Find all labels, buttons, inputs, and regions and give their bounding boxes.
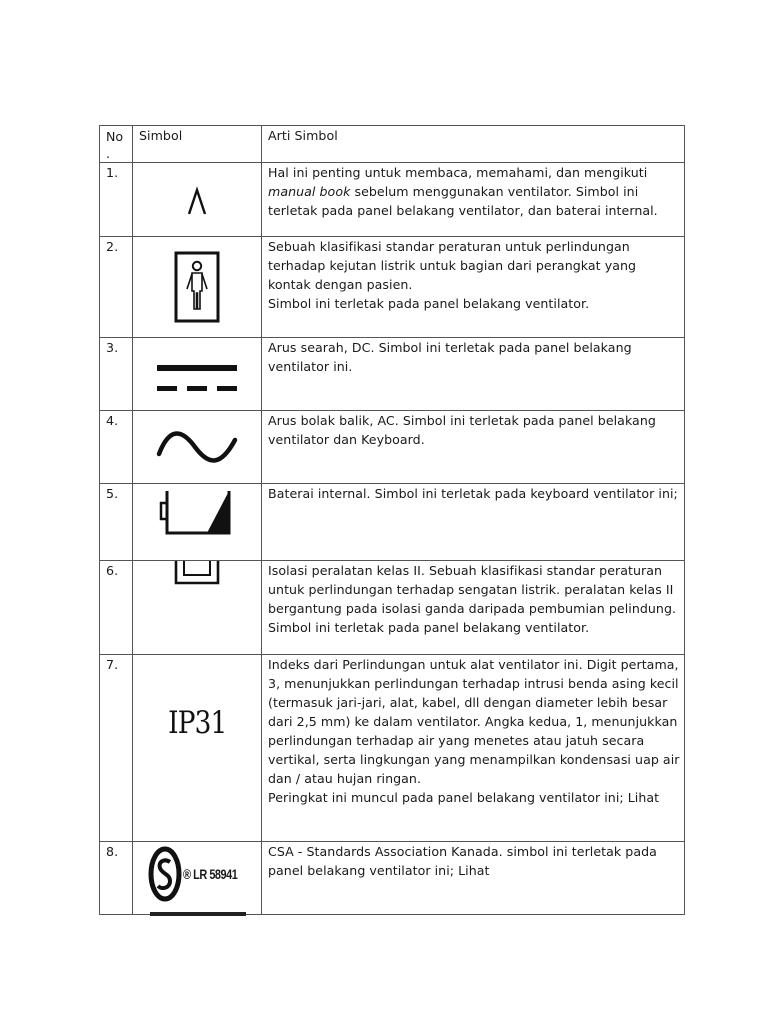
row-number: 5. xyxy=(106,486,119,501)
header-meaning: Arti Simbol xyxy=(268,128,338,143)
attention-caret-icon xyxy=(134,163,260,236)
row-number: 8. xyxy=(106,844,119,859)
row-number: 3. xyxy=(106,340,119,355)
ip31-label: IP31 xyxy=(167,705,227,741)
alternating-current-icon xyxy=(134,411,260,483)
row-meaning: Arus bolak balik, AC. Simbol ini terletak pada panel belakang ventilator dan Keyboard. xyxy=(268,413,656,447)
internal-battery-icon xyxy=(134,484,260,544)
row-meaning: Isolasi peralatan kelas II. Sebuah klasifikasi standar peraturan untuk perlindungan terhadap sengatan listrik. peralatan kelas II bergantung pada isolasi ganda daripada pembumian pelindung. Simbol ini terletak pada panel belakang ventilator. xyxy=(268,563,677,635)
class-ii-insulation-icon xyxy=(134,561,260,587)
header-no: No . xyxy=(106,129,124,161)
row-meaning: Hal ini penting untuk membaca, memahami, dan mengikuti manual book sebelum menggunakan ventilator. Simbol ini terletak pada panel belakang ventilator, dan baterai internal. xyxy=(268,165,658,218)
row-number: 2. xyxy=(106,239,119,254)
ip31-rating-icon xyxy=(134,655,260,791)
row-meaning: CSA - Standards Association Kanada. simbol ini terletak pada panel belakang ventilator ini; Lihat xyxy=(268,844,657,878)
type-bf-body-icon xyxy=(134,237,260,337)
row-number: 7. xyxy=(106,657,119,672)
row-number: 6. xyxy=(106,563,119,578)
row-number: 4. xyxy=(106,413,119,428)
csa-certificate-label: ® LR 58941 xyxy=(183,866,238,882)
row-number: 1. xyxy=(106,165,119,180)
row-meaning: Sebuah klasifikasi standar peraturan untuk perlindungan terhadap kejutan listrik untuk bagian dari perangkat yang kontak dengan pasien. Simbol ini terletak pada panel belakang ventilator. xyxy=(268,239,637,311)
row-meaning: Baterai internal. Simbol ini terletak pada keyboard ventilator ini; xyxy=(268,486,678,501)
column-divider xyxy=(261,126,262,914)
direct-current-icon xyxy=(134,338,260,410)
header-symbol: Simbol xyxy=(139,128,183,143)
column-divider xyxy=(132,126,133,914)
symbol-table xyxy=(99,125,685,915)
row-meaning: Indeks dari Perlindungan untuk alat ventilator ini. Digit pertama, 3, menunjukkan perlindungan terhadap intrusi benda asing kecil (termasuk jari-jari, alat, kabel, dll dengan diameter lebih besar dari 2,5 mm) ke dalam ventilator. Angka kedua, 1, menunjukkan perlindungan terhadap air yang menetes atau jatuh secara vertikal, serta lingkungan yang menampilkan kondensasi uap air dan / atau hujan ringan. Peringkat ini muncul pada panel belakang ventilator ini; Lihat xyxy=(268,657,680,805)
row-meaning: Arus searah, DC. Simbol ini terletak pada panel belakang ventilator ini. xyxy=(268,340,632,374)
csa-logo-underline xyxy=(150,912,246,916)
csa-logo-icon xyxy=(134,842,260,906)
